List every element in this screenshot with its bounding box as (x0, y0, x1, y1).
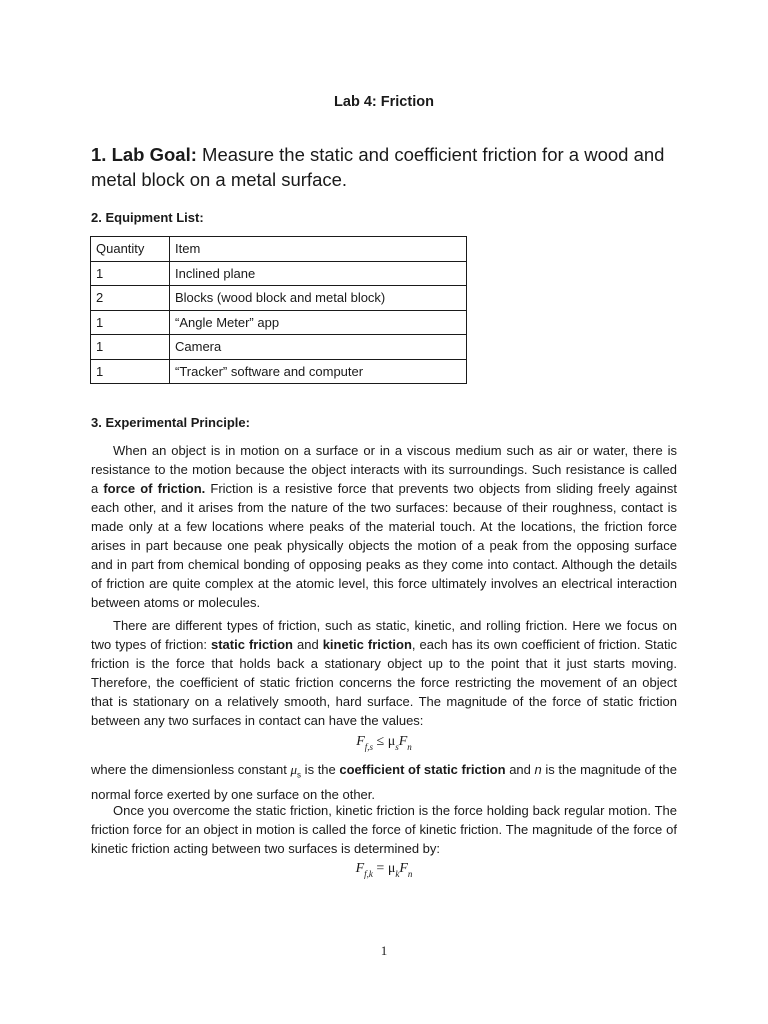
lab-goal-label: 1. Lab Goal: (91, 144, 197, 165)
bold-term-force-of-friction: force of friction. (103, 481, 206, 496)
principle-paragraph-3 (91, 760, 677, 804)
text-run: There are different types of friction, such as static, kinetic, and rolling friction. Here we focus on two types of friction: (91, 618, 677, 652)
cell-quantity: 1 (91, 335, 170, 360)
eq-subscript: k (395, 869, 400, 879)
principle-paragraph-4: Once you overcome the static friction, kinetic friction is the force holding back regular motion. The friction force for an object in motion is called the force of kinetic friction. The magnitude of the force of kinetic friction acting between two surfaces is determined by: (91, 803, 677, 856)
page-number: 1 (380, 943, 388, 958)
text-run: and (293, 637, 323, 652)
eq-symbol: F (356, 734, 365, 749)
eq-subscript: f,s (364, 742, 374, 752)
text-run: and (505, 762, 535, 777)
text-run: Friction is a resistive force that prevents two objects from sliding freely against each other, and it arises from the nature of the two surfaces: because of their roughness, contact is made only at a few locations where peaks of the material touch. At the locations, the friction force arises in part because one peak physically objects the motion of a peak from the opposing surface and in part from chemical bonding of opposing peaks as they come into contact. Although the details of friction are quite complex at the atomic level, this force ultimately involves an electrical interaction between atoms or molecules. (91, 481, 678, 610)
equipment-heading: 2. Equipment List: (91, 210, 204, 225)
eq-relation: = (376, 861, 385, 876)
cell-quantity: 1 (91, 310, 170, 335)
table-header-row (91, 237, 467, 262)
cell-quantity: 1 (91, 261, 170, 286)
principle-paragraph-2 (91, 616, 677, 730)
text-run: , each has its own coefficient of friction. Static friction is the force that holds back a stationary object up to the point that it just starts moving. Therefore, the coefficient of static friction concerns the force restricting the movement of an object that is stationary on a relatively smooth, hard surface. The magnitude of the force of static friction between any two surfaces in contact can have the values: (91, 637, 677, 728)
n-symbol: n (534, 762, 542, 777)
eq-subscript: n (407, 869, 413, 879)
cell-item: Blocks (wood block and metal block) (170, 286, 467, 311)
principle-paragraph-1 (91, 441, 677, 612)
text-run: is the (301, 762, 340, 777)
eq-mu: μ (387, 734, 396, 749)
eq-symbol: F (398, 734, 408, 749)
table-row (91, 310, 467, 335)
cell-item: Camera (170, 335, 467, 360)
equation-kinetic-friction (0, 861, 768, 879)
equipment-table (90, 236, 467, 384)
eq-subscript: f,k (364, 869, 373, 879)
eq-symbol: F (399, 861, 408, 876)
bold-term-kinetic-friction: kinetic friction (322, 637, 412, 652)
eq-symbol: F (355, 861, 365, 876)
document-title: Lab 4: Friction (334, 94, 434, 110)
eq-subscript: s (395, 742, 399, 752)
text-run: where the dimensionless constant (91, 762, 291, 777)
cell-item: “Tracker” software and computer (170, 359, 467, 384)
cell-quantity: 1 (91, 359, 170, 384)
cell-quantity: 2 (91, 286, 170, 311)
text-run: is the magnitude of the normal force exerted by one surface on the other. (91, 762, 677, 802)
mu-subscript: s (297, 770, 302, 780)
table-row (91, 286, 467, 311)
eq-mu: μ (387, 861, 396, 876)
equation-static-friction (0, 734, 768, 752)
table-row (91, 359, 467, 384)
mu-symbol: μ (290, 762, 298, 777)
lab-goal-text: Measure the static and coefficient friction for a wood and metal block on a metal surface. (91, 144, 665, 190)
eq-relation: ≤ (376, 734, 385, 749)
header-quantity: Quantity (91, 237, 170, 262)
cell-item: Inclined plane (170, 261, 467, 286)
header-item: Item (170, 237, 467, 262)
cell-item: “Angle Meter” app (170, 310, 467, 335)
eq-subscript: n (407, 742, 412, 752)
table-row (91, 261, 467, 286)
bold-term-static-friction: static friction (211, 637, 294, 652)
lab-goal (91, 142, 681, 192)
principle-heading: 3. Experimental Principle: (91, 415, 250, 430)
text-run: When an object is in motion on a surface or in a viscous medium such as air or water, there is resistance to the motion because the object interacts with its surroundings. Such resistance is called a (91, 443, 677, 496)
table-row (91, 335, 467, 360)
bold-term-coefficient-static: coefficient of static friction (339, 762, 506, 777)
